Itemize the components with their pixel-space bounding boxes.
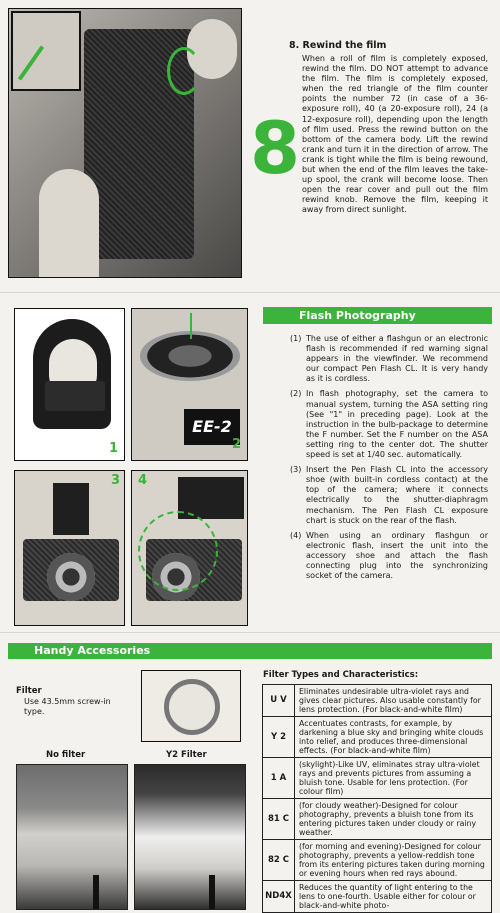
flash-photo-2 bbox=[131, 308, 248, 461]
filter-code: 81 C bbox=[263, 799, 295, 840]
filter-code: ND4X bbox=[263, 881, 295, 913]
filter-description: Use 43.5mm screw-in type. bbox=[24, 697, 111, 716]
fold-line bbox=[0, 292, 500, 293]
flash-heading: Flash Photography bbox=[263, 307, 492, 324]
filter-label: Filter bbox=[16, 686, 42, 696]
filter-code: 1 A bbox=[263, 758, 295, 799]
hand-image bbox=[39, 169, 99, 278]
tower-image bbox=[209, 875, 215, 909]
rewind-arrow-icon bbox=[167, 47, 201, 95]
ee-label: EE-2 bbox=[184, 409, 240, 445]
flash-photo-3 bbox=[14, 470, 125, 626]
rewind-heading: 8. Rewind the film bbox=[289, 40, 387, 51]
filter-code: U V bbox=[263, 685, 295, 717]
accessories-heading: Handy Accessories bbox=[8, 643, 492, 659]
flash-item bbox=[290, 389, 488, 460]
item-text: When using an ordinary flashgun or electronic flash, insert the unit into the accessory shoe and attach the flash connecting plug into the synchronizing socket of the camera. bbox=[306, 530, 488, 581]
camera-image bbox=[45, 381, 105, 411]
lens-image bbox=[47, 553, 95, 601]
filter-ring-image bbox=[164, 679, 220, 735]
rewind-body: When a roll of film is completely exposed, rewind the film. DO NOT attempt to advance the film. The film is completely exposed, when the red triangle of the film counter points the number 72 (in case of a 36-exposure roll), 40 (a 20-exposure roll), 24 (a 12-exposure roll), depending upon the length of film used. Press the rewind button on the bottom of the camera body. Lift the rewind crank and turn it in the direction of arrow. The crank is tight while the film is being rewound, but when the end of the film leaves the take-up spool, the crank will become loose. Then open the rear cover and pull out the film rewind knob. Remove the film, keeping it away from direct sunlight. bbox=[302, 54, 488, 215]
flash-item bbox=[290, 465, 488, 526]
filter-text: Reduces the quantity of light entering to the lens to one-fourth. Usable either for colour or black-and-white photo- bbox=[295, 881, 492, 913]
center-dot-marker bbox=[190, 313, 192, 339]
photo-number: 1 bbox=[108, 441, 118, 456]
caption-y2-filter: Y2 Filter bbox=[166, 750, 207, 760]
table-row bbox=[263, 685, 492, 717]
table-row bbox=[263, 840, 492, 881]
flash-item bbox=[290, 531, 488, 581]
rewind-button-inset bbox=[11, 11, 81, 91]
photo-number: 2 bbox=[231, 437, 241, 452]
item-index: (2) bbox=[290, 389, 302, 399]
step-number: 8 bbox=[250, 106, 301, 190]
filter-text: (skylight)-Like UV, eliminates stray ultra-violet rays and prevents pictures from assuming a bluish tone. Usable for lens protection. (For colour film) bbox=[295, 758, 492, 799]
filter-table-title: Filter Types and Characteristics: bbox=[263, 670, 419, 680]
fold-line bbox=[0, 632, 500, 633]
flash-photo-1 bbox=[14, 308, 125, 461]
item-index: (3) bbox=[290, 465, 302, 475]
table-row bbox=[263, 799, 492, 840]
item-text: Insert the Pen Flash CL into the accessory shoe (with built-in cordless contact) at the top of the camera; where it connects electrically to the shutter-diaphragm mechanism. The Pen Flash CL exposure chart is stuck on the rear of the flash. bbox=[306, 465, 488, 525]
item-index: (4) bbox=[290, 530, 302, 540]
filter-text: (for morning and evening)-Designed for colour photography, prevents a yellow-reddish tone from its entering pictures taken during morning or evening hours when red rays abound. bbox=[295, 840, 492, 881]
table-row bbox=[263, 881, 492, 913]
item-index: (1) bbox=[290, 334, 302, 343]
flash-instructions bbox=[290, 334, 488, 586]
filter-text: Eliminates undesirable ultra-violet rays and gives clear pictures. Also usable constantly for lens protection. (For black-and-white film) bbox=[295, 685, 492, 717]
photo-number: 4 bbox=[138, 473, 148, 488]
table-row bbox=[263, 758, 492, 799]
flash-unit-image bbox=[53, 483, 89, 535]
filter-text: (for cloudy weather)-Designed for colour photography, prevents a bluish tone from its entering pictures taken under cloudy or rainy weather. bbox=[295, 799, 492, 840]
filter-code: Y 2 bbox=[263, 717, 295, 758]
caption-no-filter: No filter bbox=[46, 750, 86, 760]
no-filter-photo bbox=[16, 764, 128, 910]
filter-text: Accentuates contrasts, for example, by darkening a blue sky and bringing white clouds into relief, and produces three-dimensional effects. (For black-and-white film) bbox=[295, 717, 492, 758]
connection-ring-icon bbox=[138, 511, 218, 591]
filter-photo bbox=[141, 670, 241, 742]
filter-table bbox=[262, 684, 492, 913]
tower-image bbox=[93, 875, 99, 909]
rewind-photo bbox=[8, 8, 242, 278]
flash-item bbox=[290, 334, 488, 384]
green-arrow-icon bbox=[18, 45, 44, 80]
table-row bbox=[263, 717, 492, 758]
filter-code: 82 C bbox=[263, 840, 295, 881]
photo-number: 3 bbox=[110, 473, 120, 488]
item-text: The use of either a flashgun or an electronic flash is recommended if red warning signal appears in the viewfinder. We recommend our compact Pen Flash CL. It is very handy as it is cordless. bbox=[306, 334, 488, 384]
item-text: In flash photography, set the camera to manual system, turning the ASA setting ring (See "1" in preceding page). Look at the instruction in the bulb-package to determine the F number. Set the F number on the ASA setting ring to the center dot. The shutter speed is set at 1/40 sec. automatically. bbox=[306, 389, 488, 460]
flash-photo-4 bbox=[131, 470, 248, 626]
y2-filter-photo bbox=[134, 764, 246, 910]
